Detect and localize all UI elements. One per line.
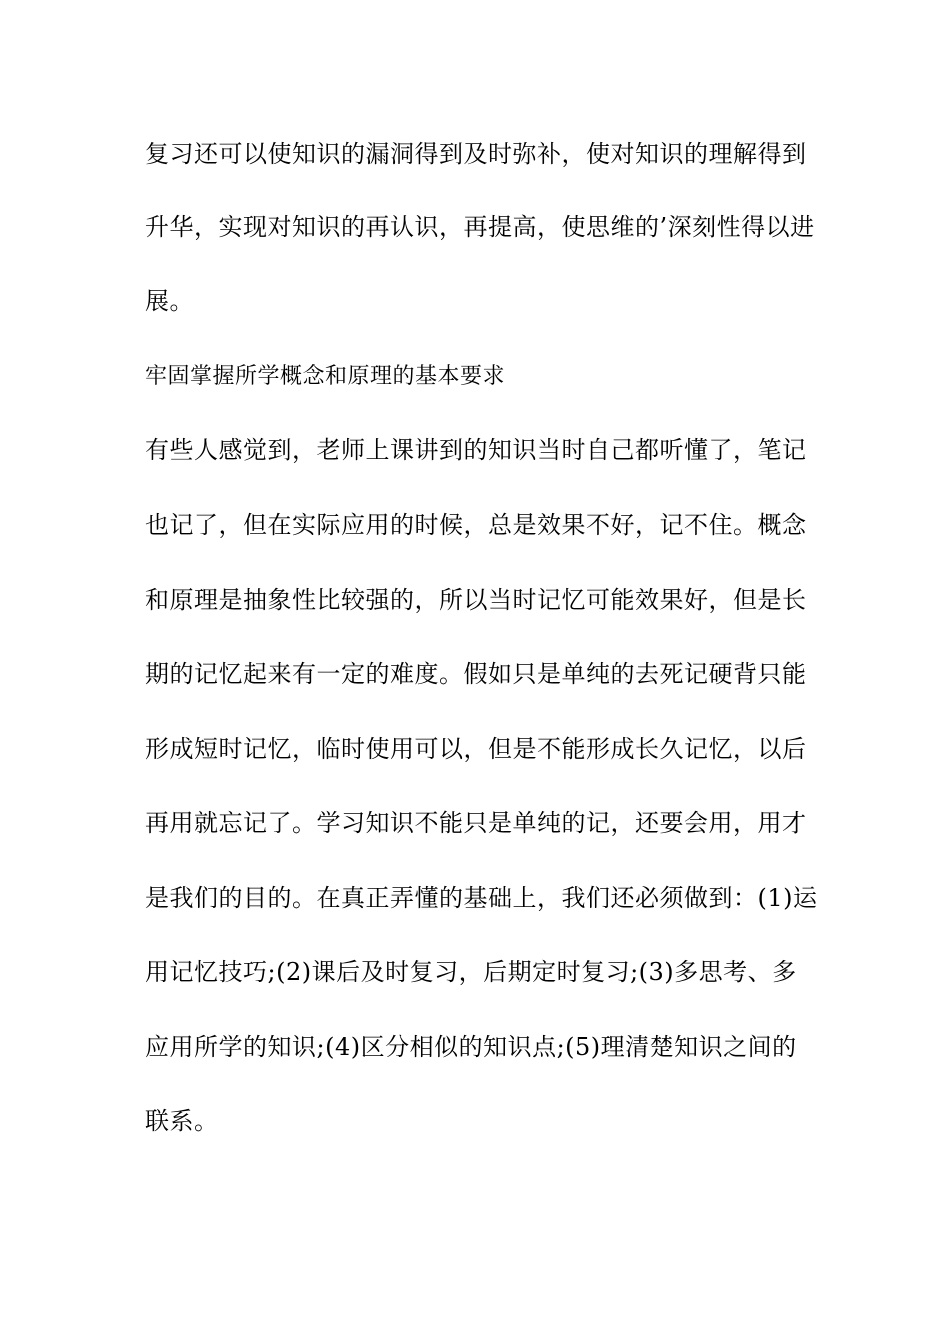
paragraph-line: 有些人感觉到，老师上课讲到的知识当时自己都听懂了，笔记 xyxy=(145,436,807,464)
paragraph-line: 形成短时记忆，临时使用可以，但是不能形成长久记忆，以后 xyxy=(145,735,807,763)
paragraph-line: 展。 xyxy=(145,287,194,315)
paragraph-line: 是我们的目的。在真正弄懂的基础上，我们还必须做到：(1)运 xyxy=(145,884,818,912)
paragraph-line: 再用就忘记了。学习知识不能只是单纯的记，还要会用，用才 xyxy=(145,809,807,837)
paragraph-line: 期的记忆起来有一定的难度。假如只是单纯的去死记硬背只能 xyxy=(145,660,807,688)
paragraph-line: 联系。 xyxy=(145,1107,219,1135)
section-heading: 牢固掌握所学概念和原理的基本要求 xyxy=(145,364,506,389)
paragraph-line: 也记了，但在实际应用的时候，总是效果不好，记不住。概念 xyxy=(145,511,807,539)
paragraph-line: 复习还可以使知识的漏洞得到及时弥补，使对知识的理解得到 xyxy=(145,140,807,168)
paragraph-line: 用记忆技巧;(2)课后及时复习，后期定时复习;(3)多思考、多 xyxy=(145,958,797,986)
paragraph-line: 和原理是抽象性比较强的，所以当时记忆可能效果好，但是长 xyxy=(145,586,807,614)
paragraph-line: 应用所学的知识;(4)区分相似的知识点;(5)理清楚知识之间的 xyxy=(145,1033,797,1061)
paragraph-line: 升华，实现对知识的再认识，再提高，使思维的’深刻性得以进 xyxy=(145,213,815,241)
